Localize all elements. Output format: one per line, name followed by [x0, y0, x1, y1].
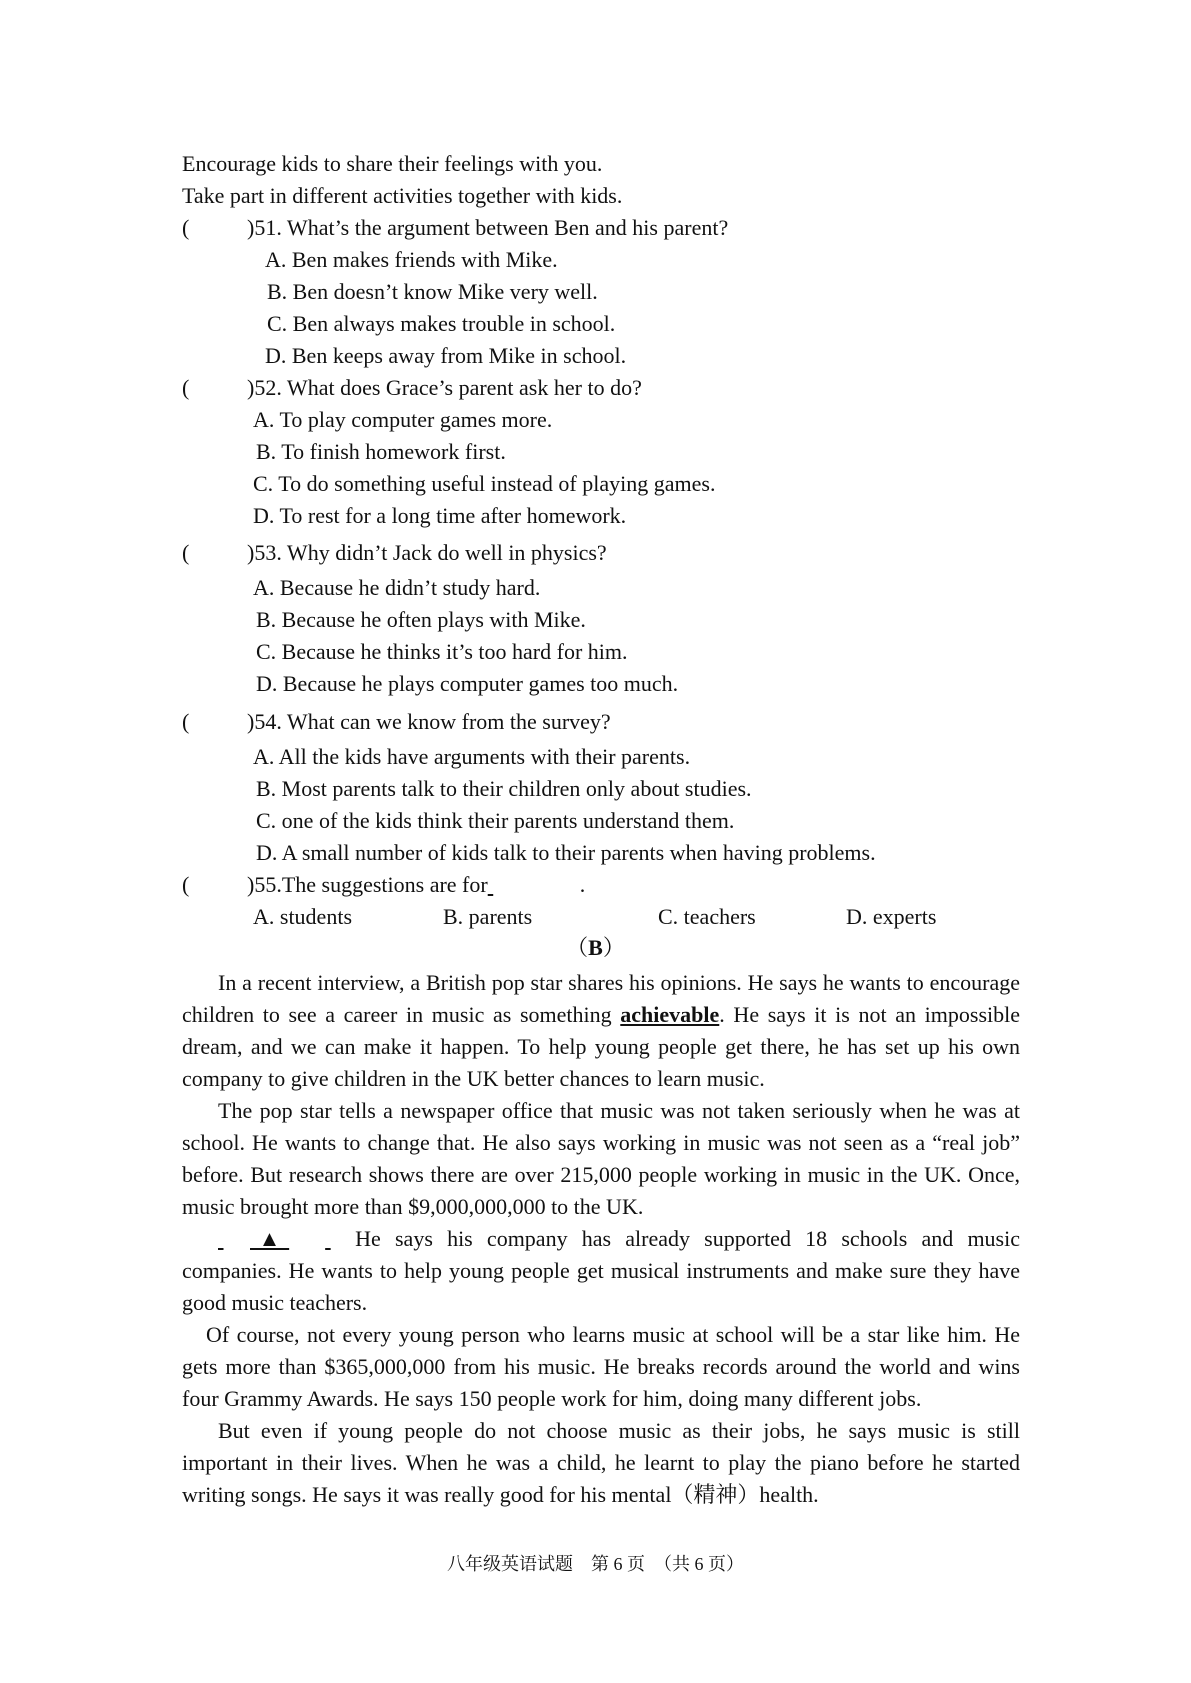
answer-bracket[interactable]: (	[182, 375, 190, 400]
option: A. Ben makes friends with Mike.	[265, 247, 558, 272]
option: D. To rest for a long time after homework.	[253, 503, 627, 528]
question-55	[182, 872, 585, 898]
question-stem: )52. What does Grace’s parent ask her to do?	[247, 375, 642, 400]
page-footer: 八年级英语试题 第 6 页 （共 6 页）	[447, 1554, 744, 1574]
answer-blank[interactable]	[289, 1223, 355, 1255]
intro-line: Take part in different activities together with kids.	[182, 183, 623, 208]
option: A. To play computer games more.	[253, 407, 553, 432]
answer-bracket[interactable]: (	[182, 872, 190, 897]
option: A. All the kids have arguments with their parents.	[253, 744, 691, 769]
question-stem: )55.The suggestions are for	[247, 872, 488, 897]
blank-marker: ▲	[250, 1226, 290, 1251]
keyword: achievable	[620, 1002, 720, 1027]
question-52	[182, 375, 642, 401]
paragraph: Of course, not every young person who learns music at school will be a star like him. He gets more than $365,000,000 from his music. He breaks records around the world and wins four Grammy Awards. He says 150 people work for him, doing many different jobs.	[182, 1322, 1020, 1411]
question-51	[182, 215, 728, 241]
option: A. Because he didn’t study hard.	[253, 575, 541, 600]
paragraph: ▲ He says his company has already supported 18 schools and music companies. He wants to help young people get musical instruments and make sure they have good music teachers.	[182, 1223, 1020, 1319]
answer-bracket[interactable]: (	[182, 540, 190, 565]
option: A. students	[253, 904, 352, 929]
intro-line: Encourage kids to share their feelings with you.	[182, 151, 603, 176]
option: D. Because he plays computer games too much.	[256, 671, 679, 696]
option: B. Ben doesn’t know Mike very well.	[267, 279, 598, 304]
section-heading: （B）	[566, 935, 625, 960]
answer-blank[interactable]	[218, 1223, 250, 1255]
option: D. experts	[846, 904, 937, 929]
answer-blank[interactable]	[488, 872, 580, 898]
option: B. To finish homework first.	[256, 439, 506, 464]
option: C. one of the kids think their parents understand them.	[256, 808, 735, 833]
paragraph: But even if young people do not choose music as their jobs, he says music is still important in their lives. When he was a child, he learnt to play the piano before he started writing songs. He says it was really good for his mental（精神）health.	[182, 1418, 1020, 1507]
question-stem: )51. What’s the argument between Ben and his parent?	[247, 215, 729, 240]
option: D. Ben keeps away from Mike in school.	[265, 343, 627, 368]
option: B. Most parents talk to their children only about studies.	[256, 776, 752, 801]
option: B. parents	[443, 904, 533, 929]
question-53	[182, 540, 607, 566]
paragraph: In a recent interview, a British pop star shares his opinions. He says he wants to encourage children to see a career in music as something achievable. He says it is not an impossible dream, and we can make it happen. To help young people get there, he has set up his own company to give children in the UK better chances to learn music.	[182, 970, 1020, 1091]
option: C. Ben always makes trouble in school.	[267, 311, 616, 336]
option: C. teachers	[658, 904, 756, 929]
question-stem-end: .	[579, 872, 586, 897]
question-stem: )53. Why didn’t Jack do well in physics?	[247, 540, 607, 565]
section-label: B	[588, 935, 603, 960]
answer-bracket[interactable]: (	[182, 215, 190, 240]
paragraph: The pop star tells a newspaper office that music was not taken seriously when he was at school. He wants to change that. He also says working in music was not seen as a “real job” before. But research shows there are over 215,000 people working in music in the UK. Once, music brought more than $9,000,000,000 to the UK.	[182, 1098, 1020, 1219]
option: C. To do something useful instead of playing games.	[253, 471, 716, 496]
question-stem: )54. What can we know from the survey?	[247, 709, 611, 734]
answer-bracket[interactable]: (	[182, 709, 190, 734]
reading-passage	[182, 967, 1020, 1511]
option: B. Because he often plays with Mike.	[256, 607, 586, 632]
question-54	[182, 709, 611, 735]
option: C. Because he thinks it’s too hard for him.	[256, 639, 628, 664]
option: D. A small number of kids talk to their parents when having problems.	[256, 840, 876, 865]
